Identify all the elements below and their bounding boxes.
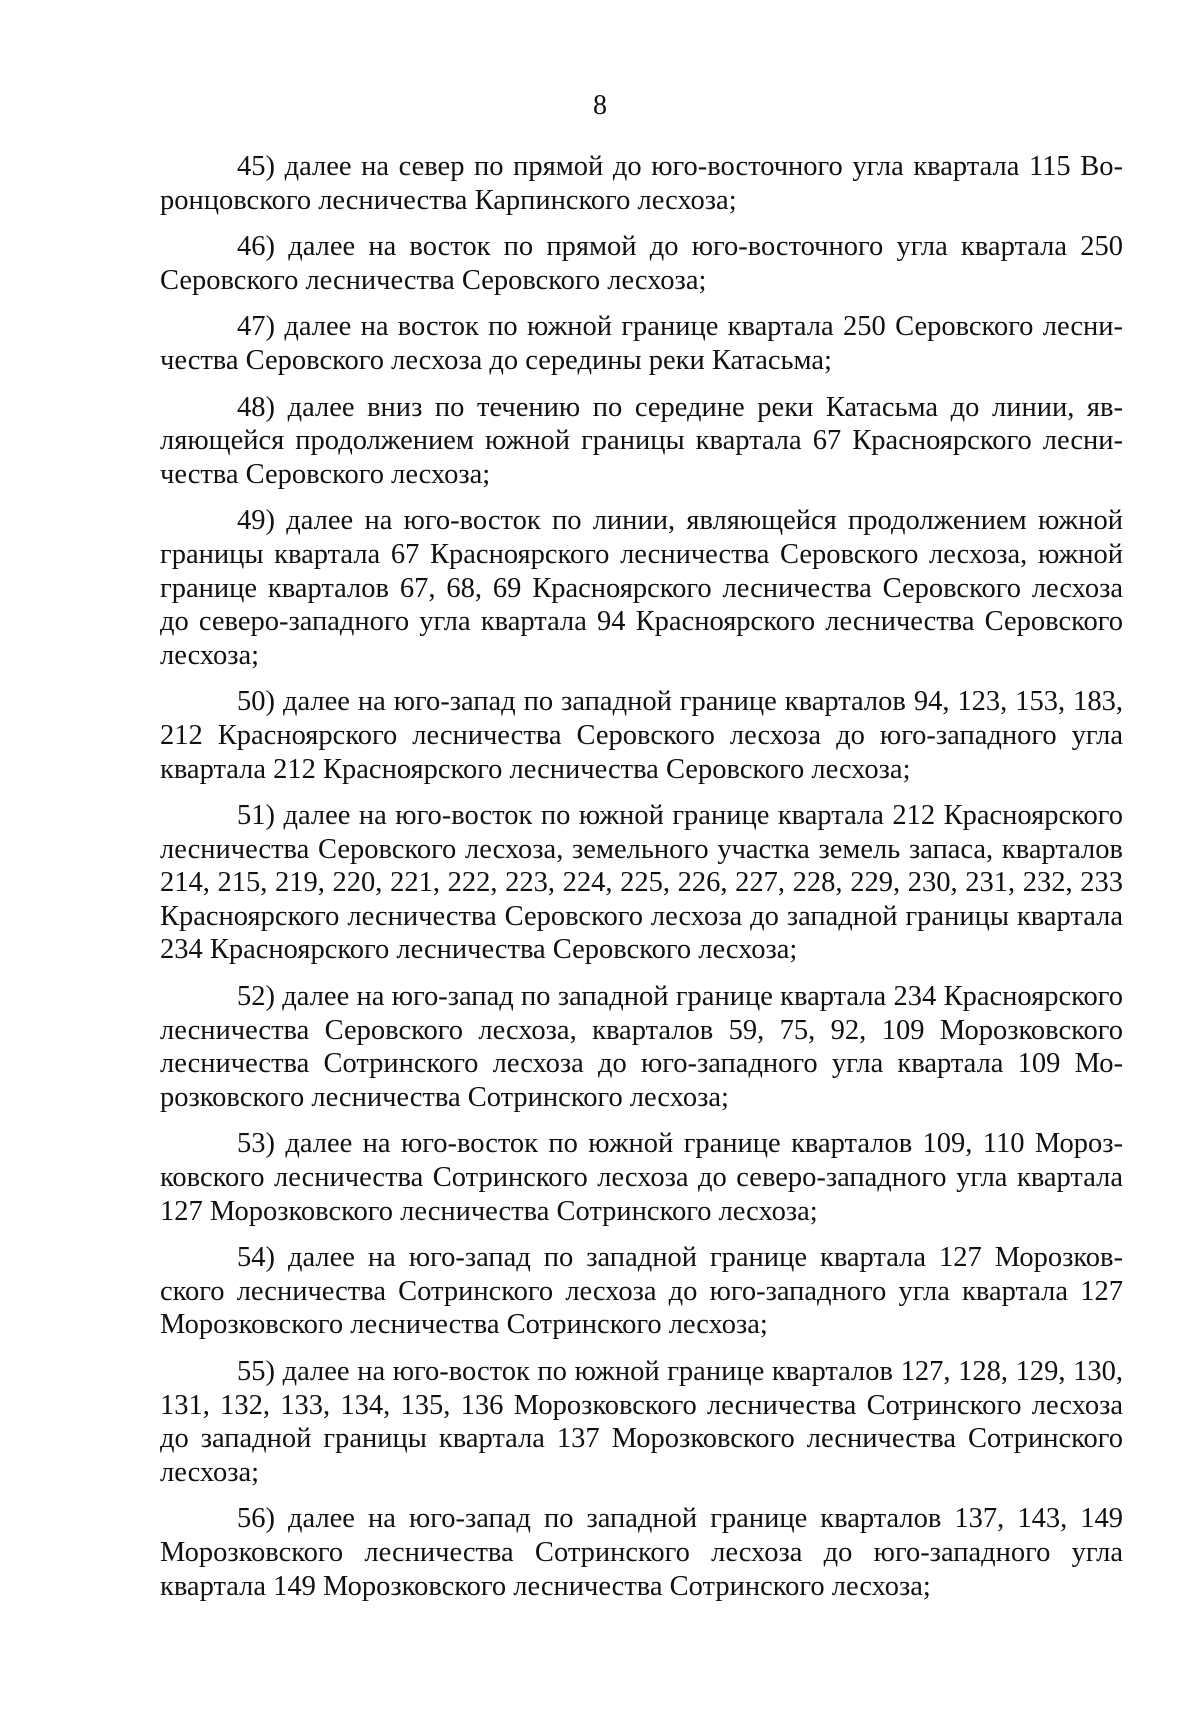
paragraph-48: 48) далее вниз по течению по середине реки Катасьма до линии, являющейся продолжением южной границы квартала 67 Красноярского лесничества Серовского лесхоза; bbox=[160, 391, 1123, 490]
paragraph-46: 46) далее на восток по прямой до юго-восточного угла квартала 250 Серовского лесничества Серовского лесхоза; bbox=[160, 231, 1123, 296]
paragraph-47: 47) далее на восток по южной границе квартала 250 Серовского лесничества Серовского лесхоза до середины реки Катасьма; bbox=[160, 311, 1123, 376]
paragraph-54: 54) далее на юго-запад по западной границе квартала 127 Морозковского лесничества Сотринского лесхоза до юго-западного угла квартала 127 Морозковского лесничества Сотринского лесхоза; bbox=[160, 1242, 1123, 1341]
paragraph-51: 51) далее на юго-восток по южной границе квартала 212 Красноярского лесничества Серовского лесхоза, земельного участка земель запаса, кварталов 214, 215, 219, 220, 221, 222, 223, 224, 225, 226, 227, 228, 229, 230, 231, 232, 233 Красноярского лесничества Серовского лесхоза до западной границы квартала 234 Красноярского лесничества Серовского лесхоза; bbox=[160, 800, 1123, 966]
paragraph-49: 49) далее на юго-восток по линии, являющейся продолжением южной границы квартала 67 Красноярского лесничества Серовского лесхоза, южной границе кварталов 67, 68, 69 Красноярского лесничества Серовского лесхоза до северо-западного угла квартала 94 Красноярского лесничества Серовского лесхоза; bbox=[160, 505, 1123, 671]
document-body bbox=[160, 150, 1123, 1616]
paragraph-56: 56) далее на юго-запад по западной границе кварталов 137, 143, 149 Морозковского лесничества Сотринского лесхоза до юго-западного угла квартала 149 Морозковского лесничества Сотринского лесхоза; bbox=[160, 1503, 1123, 1602]
paragraph-52: 52) далее на юго-запад по западной границе квартала 234 Красноярского лесничества Серовского лесхоза, кварталов 59, 75, 92, 109 Морозковского лесничества Сотринского лесхоза до юго-западного угла квартала 109 Морозковского лесничества Сотринского лесхоза; bbox=[160, 981, 1123, 1113]
paragraph-55: 55) далее на юго-восток по южной границе кварталов 127, 128, 129, 130, 131, 132, 133, 134, 135, 136 Морозковского лесничества Сотринского лесхоза до западной границы квартала 137 Морозковского лесничества Сотринского лесхоза; bbox=[160, 1356, 1123, 1488]
page-number: 8 bbox=[593, 90, 607, 121]
paragraph-50: 50) далее на юго-запад по западной границе кварталов 94, 123, 153, 183, 212 Красноярского лесничества Серовского лесхоза до юго-западного угла квартала 212 Красноярского лесничества Серовского лесхоза; bbox=[160, 686, 1123, 785]
paragraph-45: 45) далее на север по прямой до юго-восточного угла квартала 115 Воронцовского лесничества Карпинского лесхоза; bbox=[160, 151, 1123, 216]
paragraph-53: 53) далее на юго-восток по южной границе кварталов 109, 110 Морозковского лесничества Сотринского лесхоза до северо-западного угла квартала 127 Морозковского лесничества Сотринского лесхоза; bbox=[160, 1128, 1123, 1227]
